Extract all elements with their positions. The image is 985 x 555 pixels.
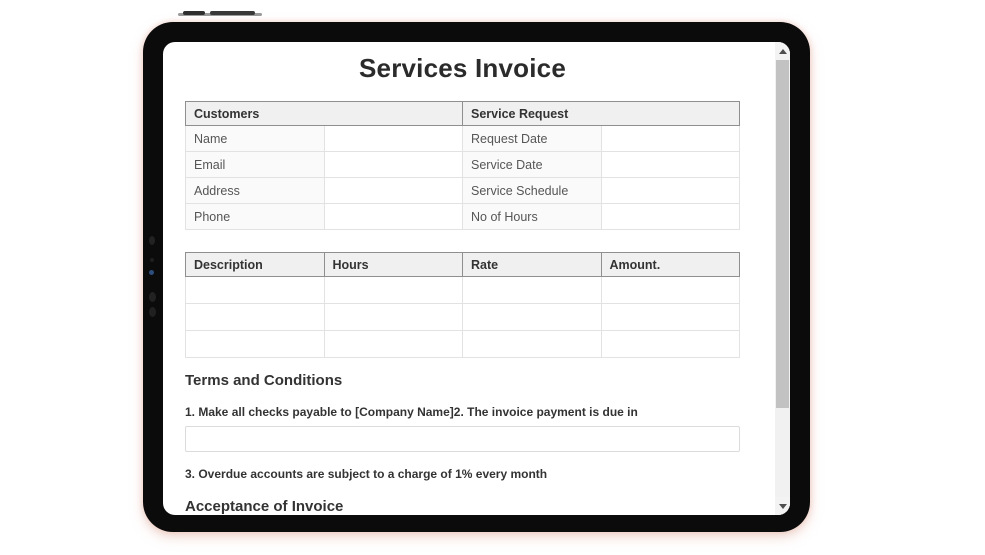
camera-icon — [149, 236, 155, 245]
rate-header: Rate — [463, 253, 602, 277]
table-row — [186, 152, 740, 178]
amount-cell[interactable] — [601, 331, 740, 358]
description-cell[interactable] — [186, 277, 325, 304]
terms-heading: Terms and Conditions — [185, 372, 343, 389]
scroll-up-icon — [779, 49, 787, 54]
amount-cell[interactable] — [601, 304, 740, 331]
hours-cell[interactable] — [324, 304, 463, 331]
phone-label-cell: Phone — [186, 204, 325, 230]
invoice-document — [163, 42, 775, 515]
customer-service-table — [185, 101, 740, 230]
name-value-cell[interactable] — [324, 126, 463, 152]
tablet-screen — [163, 42, 790, 515]
artifact-segment — [183, 11, 205, 15]
camera-lens-icon — [149, 270, 154, 275]
table-row — [186, 277, 740, 304]
request-date-label-cell: Request Date — [463, 126, 602, 152]
description-cell[interactable] — [186, 331, 325, 358]
no-of-hours-value-cell[interactable] — [601, 204, 740, 230]
rate-cell[interactable] — [463, 304, 602, 331]
acceptance-heading: Acceptance of Invoice — [185, 498, 344, 515]
terms-line-1: 1. Make all checks payable to [Company Name]2. The invoice payment is due in — [185, 405, 638, 419]
service-schedule-value-cell[interactable] — [601, 178, 740, 204]
amount-header: Amount. — [601, 253, 740, 277]
artifact-segment — [210, 11, 255, 15]
sensor-dot-icon — [149, 292, 156, 302]
scroll-down-icon — [779, 504, 787, 509]
service-request-header: Service Request — [463, 102, 740, 126]
sensor-dot-icon — [149, 307, 156, 317]
line-items-table — [185, 252, 740, 358]
address-label-cell: Address — [186, 178, 325, 204]
rate-cell[interactable] — [463, 331, 602, 358]
window-edge-artifact — [178, 13, 262, 16]
terms-line-3: 3. Overdue accounts are subject to a charge of 1% every month — [185, 467, 548, 481]
scrollbar-thumb[interactable] — [776, 60, 789, 408]
name-label-cell: Name — [186, 126, 325, 152]
table-header-row — [186, 102, 740, 126]
phone-value-cell[interactable] — [324, 204, 463, 230]
service-schedule-label-cell: Service Schedule — [463, 178, 602, 204]
scroll-up-button[interactable] — [775, 42, 790, 60]
tablet-device-frame — [143, 22, 810, 532]
rate-cell[interactable] — [463, 277, 602, 304]
service-date-value-cell[interactable] — [601, 152, 740, 178]
no-of-hours-label-cell: No of Hours — [463, 204, 602, 230]
description-cell[interactable] — [186, 304, 325, 331]
request-date-value-cell[interactable] — [601, 126, 740, 152]
email-label-cell: Email — [186, 152, 325, 178]
table-row — [186, 126, 740, 152]
hours-header: Hours — [324, 253, 463, 277]
table-row — [186, 331, 740, 358]
amount-cell[interactable] — [601, 277, 740, 304]
sensor-dot-icon — [150, 258, 154, 262]
description-header: Description — [186, 253, 325, 277]
page-title: Services Invoice — [359, 53, 566, 83]
hours-cell[interactable] — [324, 331, 463, 358]
vertical-scrollbar[interactable] — [775, 42, 790, 515]
scroll-down-button[interactable] — [775, 497, 790, 515]
table-row — [186, 178, 740, 204]
service-date-label-cell: Service Date — [463, 152, 602, 178]
table-row — [186, 204, 740, 230]
table-header-row — [186, 253, 740, 277]
table-row — [186, 304, 740, 331]
email-value-cell[interactable] — [324, 152, 463, 178]
hours-cell[interactable] — [324, 277, 463, 304]
payment-due-input[interactable] — [185, 426, 740, 452]
address-value-cell[interactable] — [324, 178, 463, 204]
customers-header: Customers — [186, 102, 463, 126]
